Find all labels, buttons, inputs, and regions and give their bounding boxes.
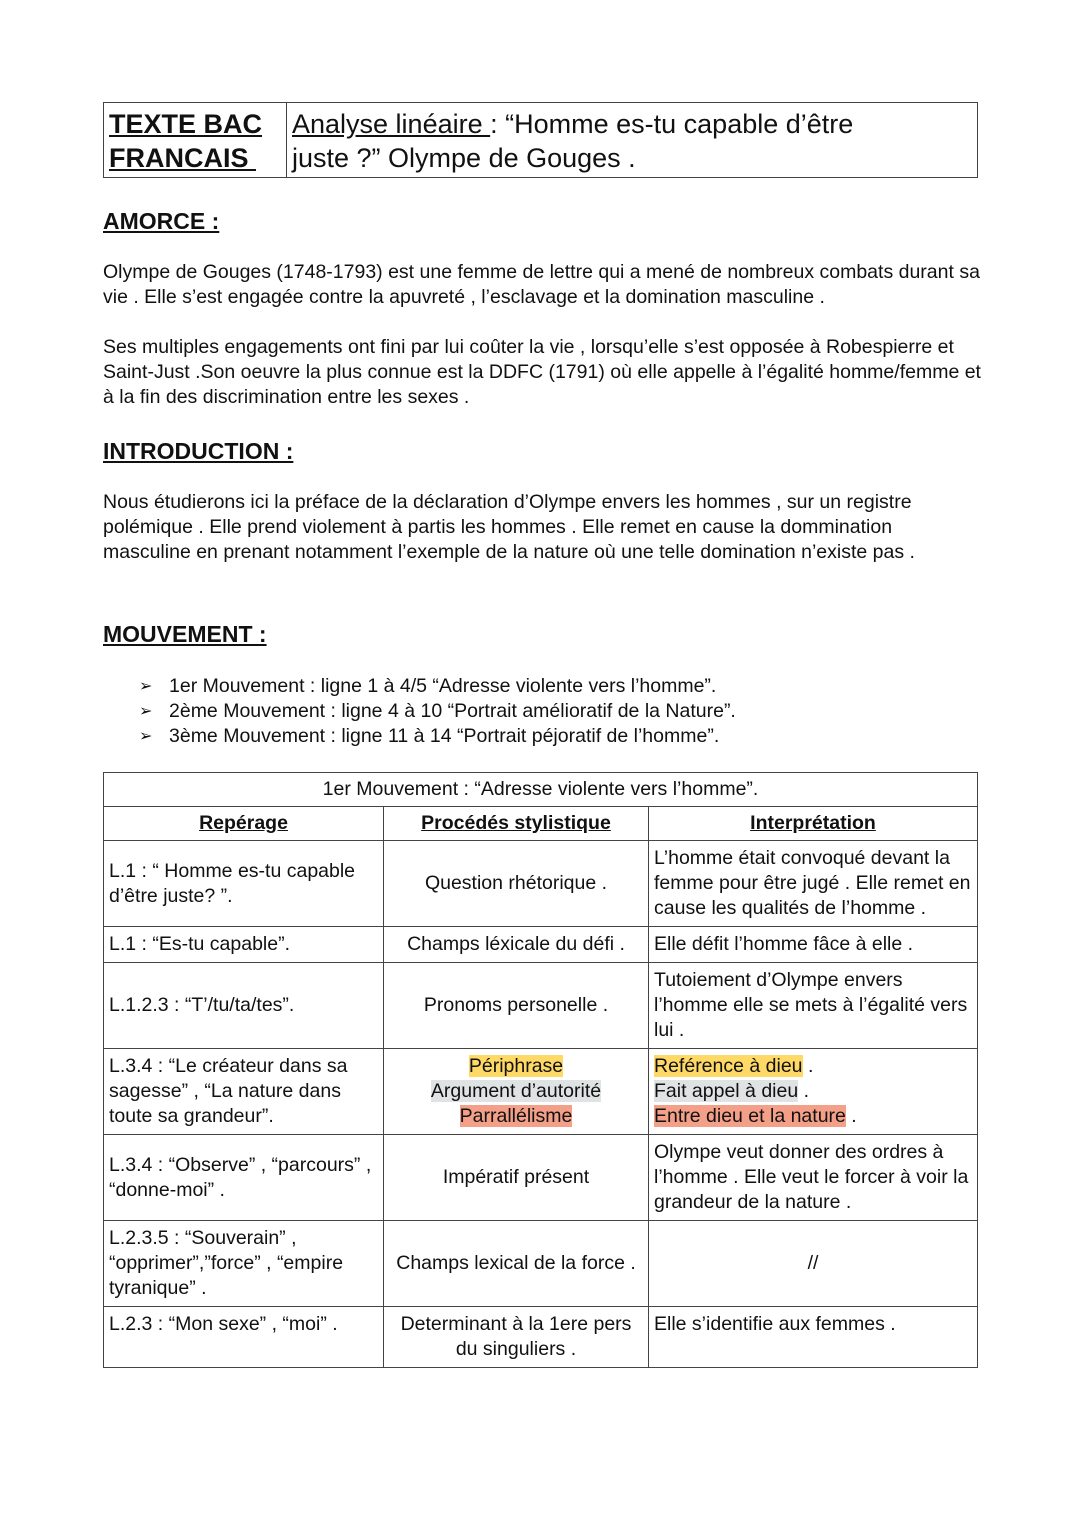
- table-row: [104, 1221, 978, 1307]
- cell-interpretation: //: [649, 1221, 978, 1307]
- cell-interpretation: Olympe veut donner des ordres à l’homme . Elle veut le forcer à voir la grandeur de la nature .: [649, 1135, 978, 1221]
- arrow-bullet-icon: ➢: [139, 678, 153, 695]
- cell-procede: [384, 1049, 649, 1135]
- highlight-red: Entre dieu et la nature: [654, 1105, 846, 1127]
- list-item: ➢ 2ème Mouvement : ligne 4 à 10 “Portrait amélioratif de la Nature”.: [139, 700, 736, 722]
- highlight-grey: Argument d’autorité: [430, 1080, 602, 1102]
- cell-reperage: L.1 : “Es-tu capable”.: [104, 927, 384, 963]
- cell-procede: Champs léxicale du défi .: [384, 927, 649, 963]
- doc-title: [287, 103, 978, 178]
- cell-procede: Determinant à la 1ere pers du singuliers .: [384, 1307, 649, 1368]
- doc-title-underlined: Analyse linéaire: [292, 109, 491, 139]
- document-page: [103, 102, 981, 1360]
- cell-reperage: L.2.3 : “Mon sexe” , “moi” .: [104, 1307, 384, 1368]
- cell-procede: Impératif présent: [384, 1135, 649, 1221]
- highlight-grey: Fait appel à dieu: [654, 1080, 799, 1102]
- doc-title-rest: : “Homme es-tu capable d’être: [490, 109, 854, 139]
- cell-interpretation: L’homme était convoqué devant la femme pour être jugé . Elle remet en cause les qualités de l’homme .: [649, 841, 978, 927]
- table-caption: 1er Mouvement : “Adresse violente vers l’homme”.: [104, 773, 978, 807]
- title-box: [103, 102, 978, 178]
- cell-reperage: L.3.4 : “Observe” , “parcours” , “donne-moi” .: [104, 1135, 384, 1221]
- cell-interpretation: Elle défit l’homme fâce à elle .: [649, 927, 978, 963]
- introduction-heading: INTRODUCTION :: [103, 438, 294, 464]
- table-row: [104, 841, 978, 927]
- column-header-reperage: Repérage: [104, 807, 384, 841]
- arrow-bullet-icon: ➢: [139, 703, 153, 720]
- cell-procede: Champs lexical de la force .: [384, 1221, 649, 1307]
- doc-category-line2: FRANCAIS: [109, 143, 256, 173]
- list-item: ➢ 3ème Mouvement : ligne 11 à 14 “Portrait péjoratif de l’homme”.: [139, 725, 720, 747]
- doc-category-line1: TEXTE BAC: [109, 109, 263, 139]
- table-row: [104, 1049, 978, 1135]
- arrow-bullet-icon: ➢: [139, 728, 153, 745]
- highlight-red: Parrallélisme: [459, 1105, 573, 1127]
- column-header-interpretation: Interprétation: [649, 807, 978, 841]
- doc-title-line2: juste ?” Olympe de Gouges .: [292, 143, 636, 173]
- cell-reperage: L.1.2.3 : “T’/tu/ta/tes”.: [104, 963, 384, 1049]
- cell-reperage: L.3.4 : “Le créateur dans sa sagesse” , “La nature dans toute sa grandeur”.: [104, 1049, 384, 1135]
- cell-interpretation: Elle s’identifie aux femmes .: [649, 1307, 978, 1368]
- doc-category: [104, 103, 287, 178]
- amorce-heading: AMORCE :: [103, 208, 220, 234]
- mouvement-list: [139, 674, 736, 749]
- cell-reperage: L.2.3.5 : “Souverain” , “opprimer”,”force” , “empire tyranique” .: [104, 1221, 384, 1307]
- mouvement-heading: MOUVEMENT :: [103, 621, 267, 647]
- cell-procede: Pronoms personelle .: [384, 963, 649, 1049]
- table-row: [104, 1307, 978, 1368]
- table-row: [104, 1135, 978, 1221]
- cell-interpretation: Tutoiement d’Olympe envers l’homme elle se mets à l’égalité vers lui .: [649, 963, 978, 1049]
- cell-reperage: L.1 : “ Homme es-tu capable d’être juste? ”.: [104, 841, 384, 927]
- highlight-yellow: Périphrase: [468, 1055, 564, 1077]
- list-item: ➢ 1er Mouvement : ligne 1 à 4/5 “Adresse violente vers l’homme”.: [139, 675, 717, 697]
- amorce-paragraph-2: Ses multiples engagements ont fini par lui coûter la vie , lorsqu’elle s’est opposée à Robespierre et Saint-Just .Son oeuvre la plus connue est la DDFC (1791) où elle appelle à l’égalité homme/femme et à la fin des discrimination entre les sexes .: [103, 336, 981, 408]
- cell-procede: Question rhétorique .: [384, 841, 649, 927]
- analysis-table: [103, 772, 978, 1368]
- column-header-procedes: Procédés stylistique: [384, 807, 649, 841]
- amorce-paragraph-1: Olympe de Gouges (1748-1793) est une femme de lettre qui a mené de nombreux combats durant sa vie . Elle s’est engagée contre la apuvreté , l’esclavage et la domination masculine .: [103, 261, 980, 308]
- highlight-yellow: Reférence à dieu: [654, 1055, 803, 1077]
- table-row: [104, 963, 978, 1049]
- table-row: [104, 927, 978, 963]
- cell-interpretation: Reférence à dieu . Fait appel à dieu . Entre dieu et la nature .: [649, 1049, 978, 1135]
- introduction-paragraph: Nous étudierons ici la préface de la déclaration d’Olympe envers les hommes , sur un registre polémique . Elle prend violement à partis les hommes . Elle remet en cause la dommination masculine en prenant notamment l’exemple de la nature où une telle domination n’existe pas .: [103, 491, 915, 563]
